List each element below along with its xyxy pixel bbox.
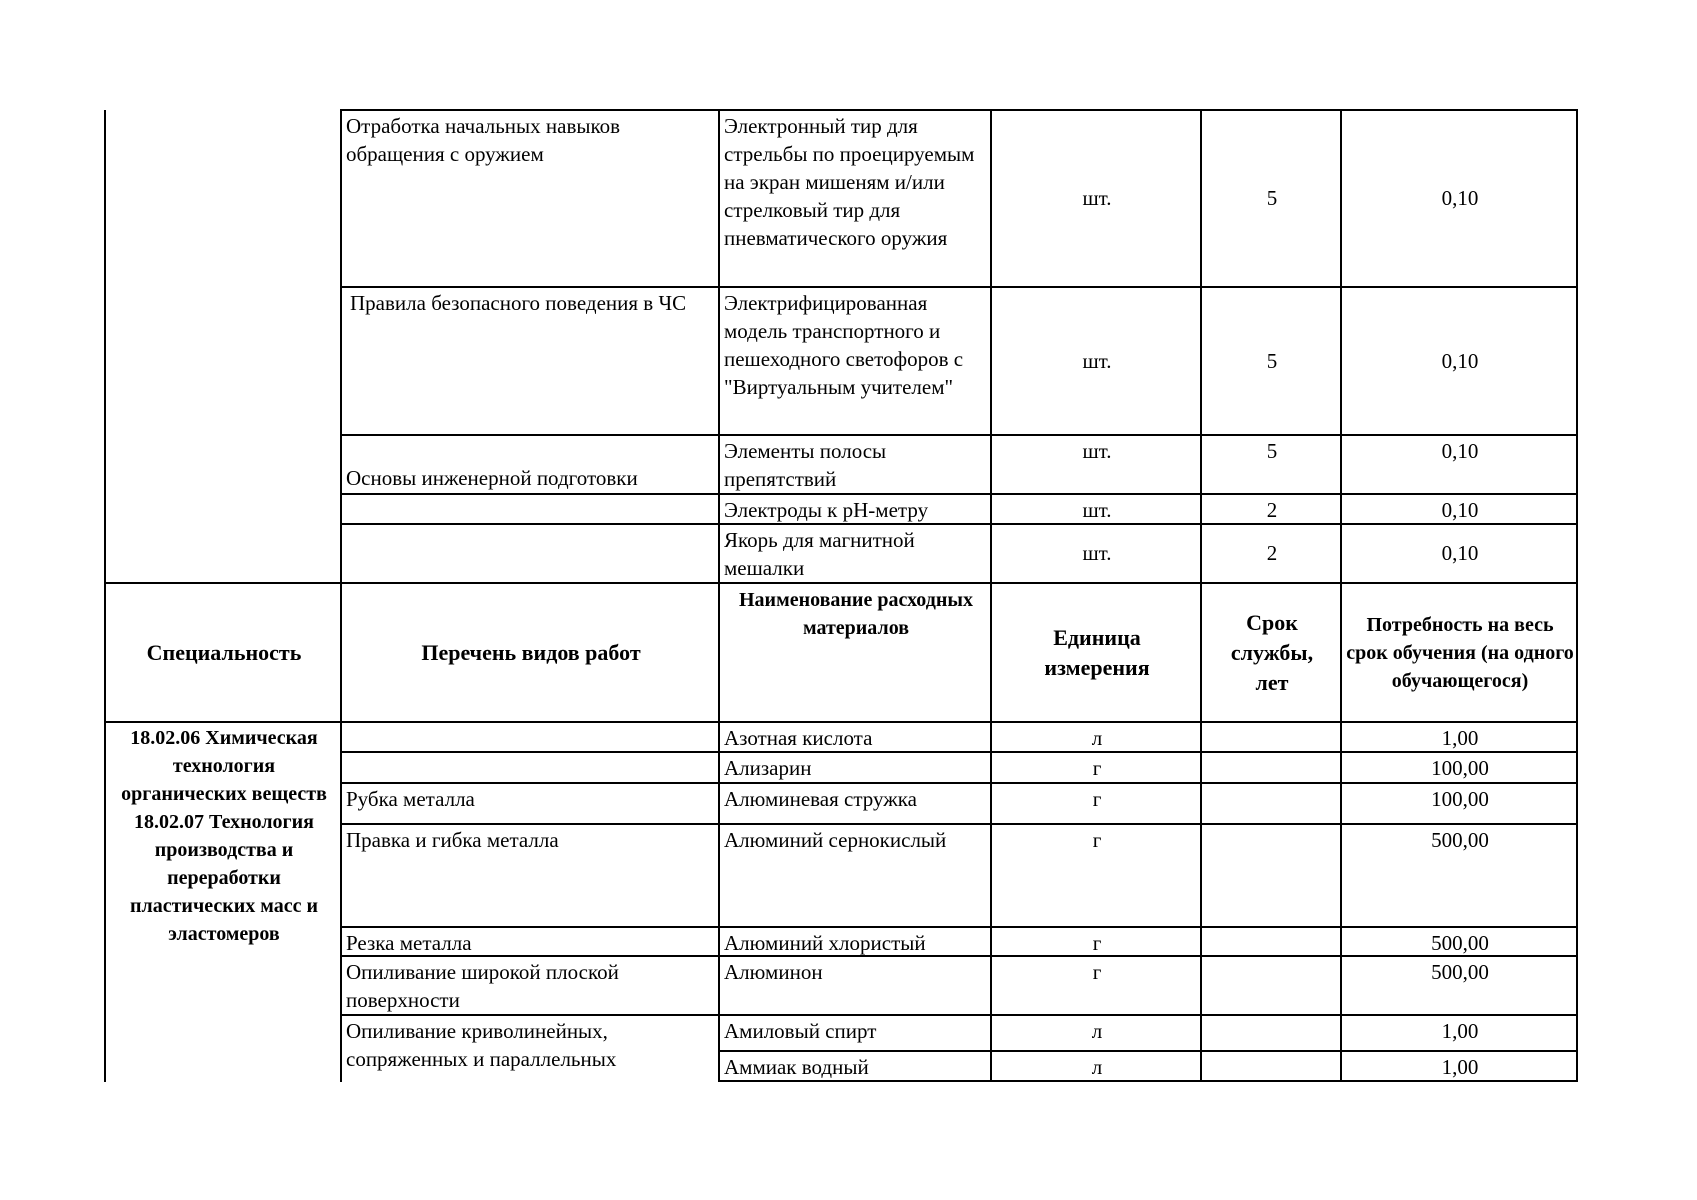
table-divider	[990, 110, 992, 1082]
material-cell: Алюминий хлористый	[724, 931, 926, 955]
need-cell: 100,00	[1431, 787, 1489, 811]
unit-cell: л	[1091, 1055, 1103, 1079]
work-cell: Основы инженерной подготовки	[346, 466, 638, 490]
need-cell: 1,00	[1441, 1019, 1479, 1043]
need-cell: 1,00	[1441, 726, 1479, 750]
material-cell: Электронный тир для стрельбы по проецируемым на экран мишеням и/или стрелковый тир для пневматического оружия	[724, 114, 975, 250]
years-cell	[1202, 783, 1342, 823]
need-cell: 0,10	[1441, 541, 1479, 565]
years-cell: 5	[1266, 349, 1278, 373]
unit-cell: шт.	[1082, 541, 1112, 565]
header-works: Перечень видов работ	[421, 640, 641, 665]
header-material: Наименование расходных материалов	[739, 589, 973, 639]
material-cell: Электрифицированная модель транспортного и пешеходного светофоров с "Виртуальным учителем"	[724, 291, 964, 399]
row-divider	[340, 286, 1578, 288]
header-unit: Единица измерения	[1044, 625, 1150, 680]
work-cell: Отработка начальных навыков обращения с оружием	[346, 114, 621, 166]
work-cell	[342, 752, 720, 782]
header-bottom-line	[104, 721, 1578, 723]
material-cell: Аммиак водный	[724, 1055, 869, 1079]
work-cell	[342, 722, 720, 752]
need-cell: 500,00	[1431, 828, 1489, 852]
years-cell: 2	[1266, 541, 1278, 565]
table-divider	[718, 110, 720, 1082]
table-divider	[1340, 110, 1342, 1082]
work-cell: Резка металла	[346, 931, 472, 955]
unit-cell: шт.	[1082, 349, 1112, 373]
need-cell: 0,10	[1441, 439, 1479, 463]
header-top-line	[104, 582, 1578, 584]
years-cell: 5	[1266, 186, 1278, 210]
unit-cell: г	[1092, 756, 1102, 780]
need-cell: 100,00	[1431, 756, 1489, 780]
material-cell: Алюминон	[724, 960, 823, 984]
work-cell	[342, 524, 720, 582]
row-divider	[718, 1050, 1578, 1052]
row-divider	[340, 955, 1578, 957]
material-cell: Якорь для магнитной мешалки	[724, 528, 915, 580]
header-years: Срок службы, лет	[1230, 610, 1314, 695]
need-cell: 0,10	[1441, 349, 1479, 373]
row-divider	[340, 493, 1578, 495]
table-border-right	[1576, 110, 1578, 1082]
material-cell: Ализарин	[724, 756, 812, 780]
table-divider	[340, 110, 342, 1082]
unit-cell: г	[1092, 960, 1102, 984]
unit-cell: г	[1092, 787, 1102, 811]
unit-cell: шт.	[1082, 186, 1112, 210]
row-divider	[340, 926, 1578, 928]
years-cell: 2	[1266, 498, 1278, 522]
unit-cell: г	[1092, 931, 1102, 955]
unit-cell: шт.	[1082, 439, 1112, 463]
row-divider	[340, 523, 1578, 525]
table-border-top	[340, 109, 1578, 111]
row-divider	[340, 434, 1578, 436]
years-cell	[1202, 752, 1342, 782]
header-need: Потребность на весь срок обучения (на одного обучающегося)	[1346, 614, 1574, 692]
unit-cell: г	[1092, 828, 1102, 852]
need-cell: 500,00	[1431, 960, 1489, 984]
unit-cell: л	[1091, 726, 1103, 750]
row-divider	[340, 823, 1578, 825]
material-cell: Электроды к pH-метру	[724, 498, 929, 522]
work-cell	[342, 494, 720, 524]
work-cell: Правка и гибка металла	[346, 828, 559, 852]
years-cell	[1202, 1015, 1342, 1051]
years-cell	[1202, 927, 1342, 957]
years-cell	[1202, 824, 1342, 927]
table-border-bottom	[718, 1080, 1578, 1082]
need-cell: 1,00	[1441, 1055, 1479, 1079]
row-divider	[340, 782, 1578, 784]
need-cell: 500,00	[1431, 931, 1489, 955]
need-cell: 0,10	[1441, 186, 1479, 210]
material-cell: Алюминевая стружка	[724, 787, 917, 811]
table-divider	[1200, 110, 1202, 1082]
row-divider	[340, 1014, 1578, 1016]
years-cell	[1202, 956, 1342, 1014]
header-specialty: Специальность	[146, 640, 302, 665]
material-cell: Алюминий сернокислый	[724, 828, 947, 852]
work-cell: Правила безопасного поведения в ЧС	[350, 291, 687, 315]
years-cell: 5	[1266, 439, 1278, 463]
material-cell: Азотная кислота	[724, 726, 873, 750]
work-cell: Рубка металла	[346, 787, 475, 811]
years-cell	[1202, 1051, 1342, 1081]
need-cell: 0,10	[1441, 498, 1479, 522]
years-cell	[1202, 722, 1342, 752]
work-cell: Опиливание широкой плоской поверхности	[346, 960, 619, 1012]
row-divider	[340, 751, 1578, 753]
material-cell: Элементы полосы препятствий	[724, 439, 887, 491]
unit-cell: л	[1091, 1019, 1103, 1043]
material-cell: Амиловый спирт	[724, 1019, 877, 1043]
unit-cell: шт.	[1082, 498, 1112, 522]
table-border-left	[104, 110, 106, 1082]
work-cell-merged: Опиливание криволинейных, сопряженных и параллельных	[346, 1019, 617, 1071]
specialty-name: 18.02.06 Химическая технология органических веществ 18.02.07 Технология производства и переработки пластических масс и эластомеров	[121, 727, 327, 945]
